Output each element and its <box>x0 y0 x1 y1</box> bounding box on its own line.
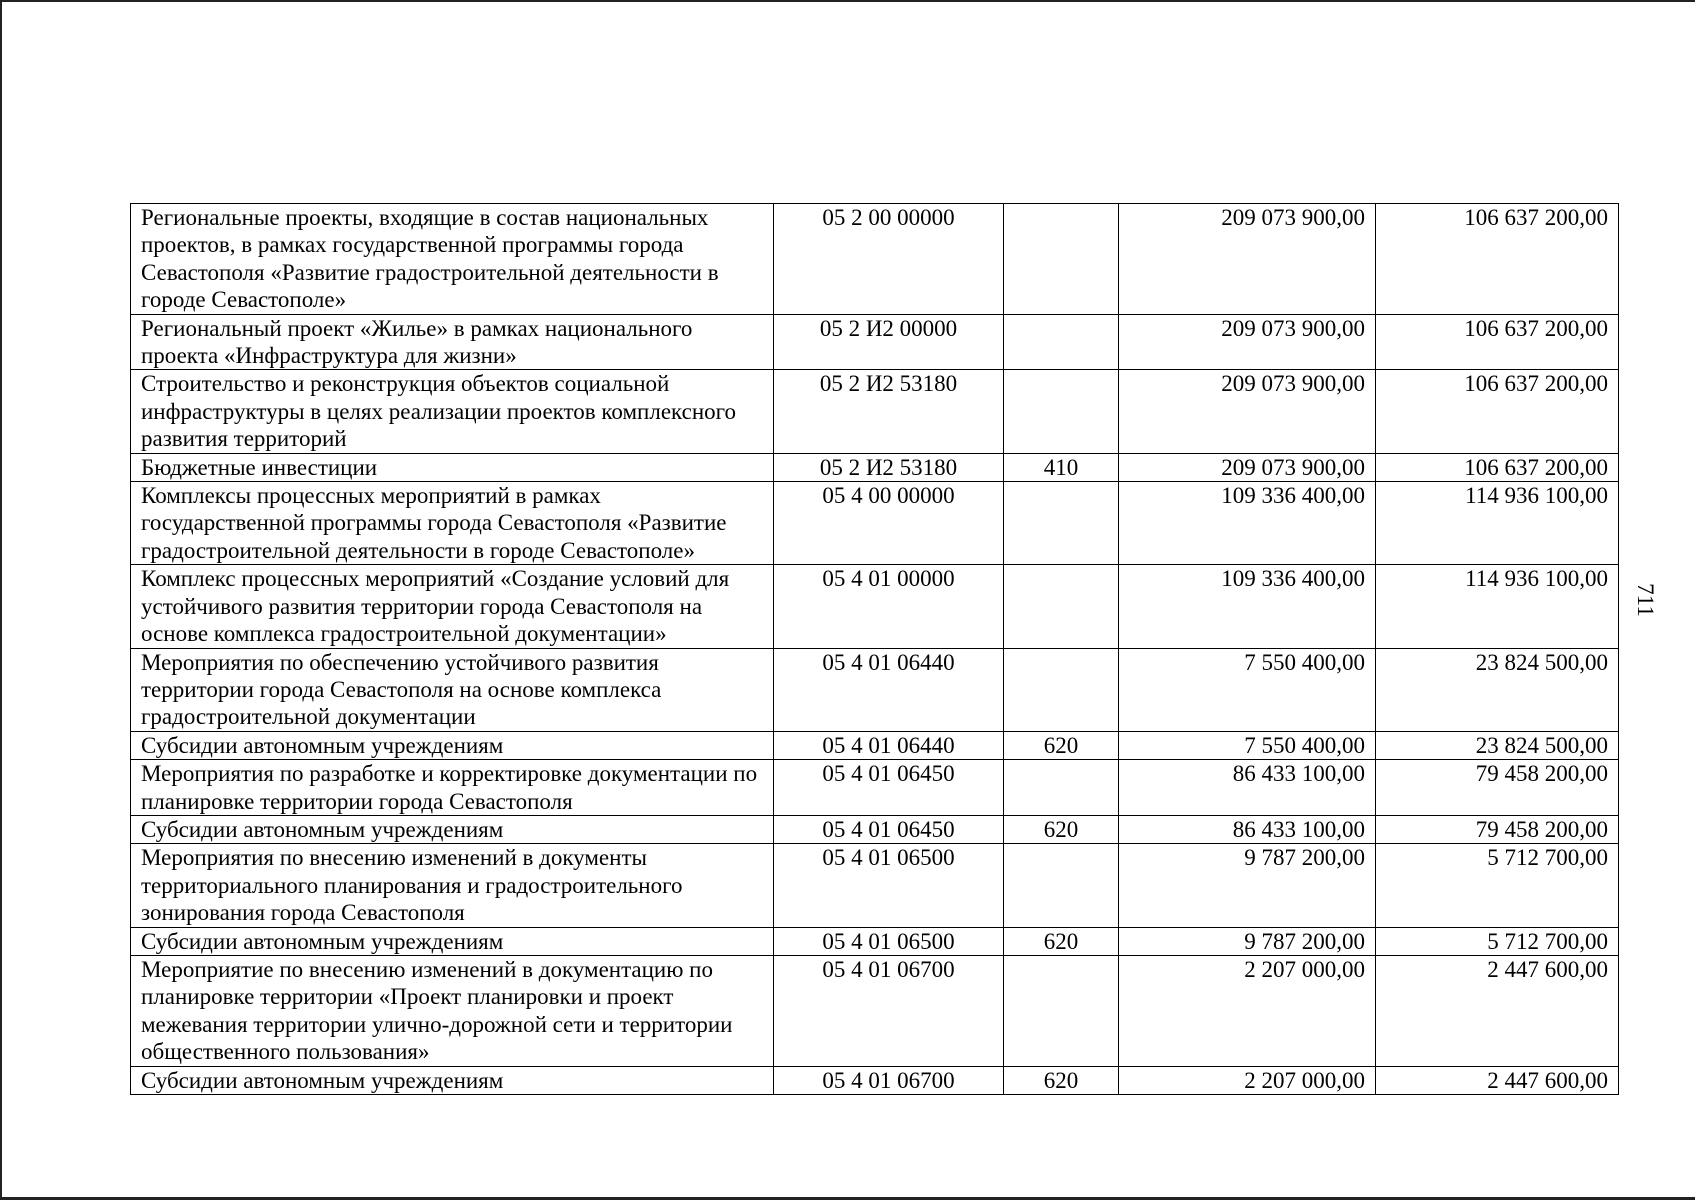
row-amount-1: 7 550 400,00 <box>1119 731 1376 759</box>
row-kind: 620 <box>1004 815 1119 843</box>
table-row <box>131 565 1619 648</box>
row-kind <box>1004 314 1119 370</box>
row-name: Региональные проекты, входящие в состав национальных проектов, в рамках государственной программы города Севастополя «Развитие градостроительной деятельности в городе Севастополе» <box>131 204 774 315</box>
row-code: 05 2 И2 53180 <box>774 370 1004 453</box>
row-kind: 620 <box>1004 731 1119 759</box>
row-amount-1: 109 336 400,00 <box>1119 482 1376 565</box>
row-amount-1: 86 433 100,00 <box>1119 815 1376 843</box>
row-amount-1: 2 207 000,00 <box>1119 1066 1376 1094</box>
row-amount-2: 2 447 600,00 <box>1376 1066 1619 1094</box>
row-amount-1: 109 336 400,00 <box>1119 565 1376 648</box>
row-name: Комплекс процессных мероприятий «Создание условий для устойчивого развития территории города Севастополя на основе комплекса градостроительной документации» <box>131 565 774 648</box>
row-amount-1: 209 073 900,00 <box>1119 453 1376 481</box>
row-code: 05 4 01 06500 <box>774 844 1004 927</box>
page-number: 711 <box>1633 583 1658 617</box>
table-row <box>131 815 1619 843</box>
row-name: Строительство и реконструкция объектов социальной инфраструктуры в целях реализации проектов комплексного развития территорий <box>131 370 774 453</box>
row-kind <box>1004 955 1119 1066</box>
row-name: Мероприятия по внесению изменений в документы территориального планирования и градостроительного зонирования города Севастополя <box>131 844 774 927</box>
row-amount-2: 2 447 600,00 <box>1376 955 1619 1066</box>
table-row <box>131 204 1619 315</box>
row-code: 05 4 01 06500 <box>774 927 1004 955</box>
scan-border-top <box>0 0 1695 2</box>
row-name: Региональный проект «Жилье» в рамках национального проекта «Инфраструктура для жизни» <box>131 314 774 370</box>
row-code: 05 4 01 06450 <box>774 760 1004 816</box>
row-amount-2: 106 637 200,00 <box>1376 314 1619 370</box>
row-amount-2: 106 637 200,00 <box>1376 453 1619 481</box>
row-name: Субсидии автономным учреждениям <box>131 815 774 843</box>
table-row <box>131 1066 1619 1094</box>
row-name: Бюджетные инвестиции <box>131 453 774 481</box>
row-name: Мероприятия по обеспечению устойчивого развития территории города Севастополя на основе комплекса градостроительной документации <box>131 648 774 731</box>
scan-border-left <box>0 0 2 1200</box>
row-name: Субсидии автономным учреждениям <box>131 1066 774 1094</box>
table-row <box>131 955 1619 1066</box>
row-kind <box>1004 482 1119 565</box>
row-name: Мероприятие по внесению изменений в документацию по планировке территории «Проект планировки и проект межевания территории улично-дорожной сети и территории общественного пользования» <box>131 955 774 1066</box>
row-code: 05 2 И2 53180 <box>774 453 1004 481</box>
row-kind <box>1004 648 1119 731</box>
row-code: 05 4 01 00000 <box>774 565 1004 648</box>
row-kind <box>1004 565 1119 648</box>
row-code: 05 2 00 00000 <box>774 204 1004 315</box>
row-amount-2: 5 712 700,00 <box>1376 927 1619 955</box>
row-kind <box>1004 844 1119 927</box>
row-amount-2: 114 936 100,00 <box>1376 565 1619 648</box>
row-kind: 620 <box>1004 1066 1119 1094</box>
row-code: 05 4 00 00000 <box>774 482 1004 565</box>
row-kind <box>1004 204 1119 315</box>
table-row <box>131 844 1619 927</box>
table-row <box>131 648 1619 731</box>
row-amount-2: 79 458 200,00 <box>1376 760 1619 816</box>
row-amount-1: 9 787 200,00 <box>1119 927 1376 955</box>
row-amount-1: 209 073 900,00 <box>1119 314 1376 370</box>
row-amount-2: 114 936 100,00 <box>1376 482 1619 565</box>
row-name: Мероприятия по разработке и корректировке документации по планировке территории города Севастополя <box>131 760 774 816</box>
row-amount-1: 86 433 100,00 <box>1119 760 1376 816</box>
row-amount-2: 23 824 500,00 <box>1376 648 1619 731</box>
row-amount-1: 2 207 000,00 <box>1119 955 1376 1066</box>
row-code: 05 4 01 06700 <box>774 955 1004 1066</box>
row-amount-1: 9 787 200,00 <box>1119 844 1376 927</box>
row-amount-2: 23 824 500,00 <box>1376 731 1619 759</box>
table-row <box>131 453 1619 481</box>
budget-table-body <box>131 204 1619 1095</box>
row-code: 05 4 01 06450 <box>774 815 1004 843</box>
row-code: 05 2 И2 00000 <box>774 314 1004 370</box>
table-row <box>131 731 1619 759</box>
row-amount-2: 106 637 200,00 <box>1376 370 1619 453</box>
row-amount-1: 209 073 900,00 <box>1119 204 1376 315</box>
row-code: 05 4 01 06700 <box>774 1066 1004 1094</box>
row-name: Субсидии автономным учреждениям <box>131 731 774 759</box>
row-kind <box>1004 760 1119 816</box>
table-row <box>131 927 1619 955</box>
budget-table <box>130 203 1619 1095</box>
row-amount-1: 209 073 900,00 <box>1119 370 1376 453</box>
row-amount-1: 7 550 400,00 <box>1119 648 1376 731</box>
row-amount-2: 79 458 200,00 <box>1376 815 1619 843</box>
row-amount-2: 106 637 200,00 <box>1376 204 1619 315</box>
row-amount-2: 5 712 700,00 <box>1376 844 1619 927</box>
row-kind: 620 <box>1004 927 1119 955</box>
table-row <box>131 370 1619 453</box>
row-kind: 410 <box>1004 453 1119 481</box>
row-code: 05 4 01 06440 <box>774 731 1004 759</box>
table-row <box>131 482 1619 565</box>
table-row <box>131 760 1619 816</box>
row-code: 05 4 01 06440 <box>774 648 1004 731</box>
row-kind <box>1004 370 1119 453</box>
row-name: Субсидии автономным учреждениям <box>131 927 774 955</box>
row-name: Комплексы процессных мероприятий в рамках государственной программы города Севастополя «Развитие градостроительной деятельности в городе Севастополе» <box>131 482 774 565</box>
table-row <box>131 314 1619 370</box>
